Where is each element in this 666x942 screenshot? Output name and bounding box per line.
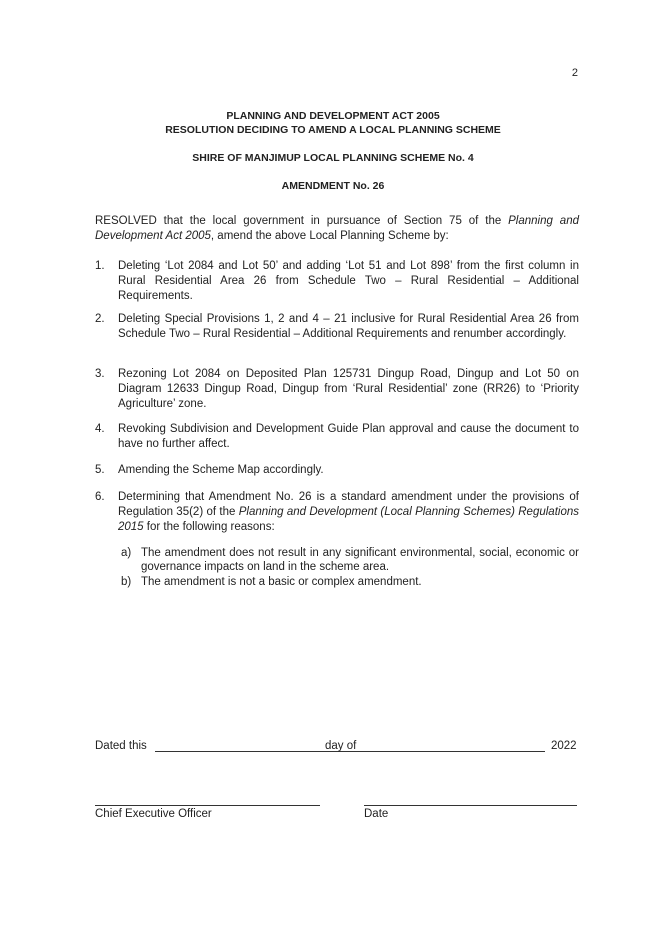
reason-item xyxy=(121,575,579,589)
item-text: Rezoning Lot 2084 on Deposited Plan 125731 Dingup Road, Dingup and Lot 50 on Diagram 12633 Dingup Road, Dingup from ‘Rural Residential’ zone (RR26) to ‘Priority Agriculture’ zone. xyxy=(118,368,579,410)
item-number: 5. xyxy=(95,464,105,476)
intro-act-title: Planning and Development Act 2005 xyxy=(95,215,579,242)
regulations-title: Planning and Development (Local Planning Schemes) Regulations 2015 xyxy=(118,506,579,533)
date-label: Date xyxy=(364,808,389,820)
reason-text: The amendment is not a basic or complex amendment. xyxy=(141,576,422,588)
item-number: 4. xyxy=(95,423,105,435)
item-number: 3. xyxy=(95,368,105,380)
item-number: 6. xyxy=(95,491,105,503)
reason-text: The amendment does not result in any significant environmental, social, economic or governance impacts on land in the scheme area. xyxy=(141,547,579,573)
list-item xyxy=(95,422,579,452)
item-text: Revoking Subdivision and Development Guide Plan approval and cause the document to have no further affect. xyxy=(118,423,579,450)
list-item xyxy=(95,463,579,478)
act-heading: PLANNING AND DEVELOPMENT ACT 2005 xyxy=(226,110,440,122)
list-item xyxy=(95,490,579,535)
page-number: 2 xyxy=(571,67,578,79)
list-item xyxy=(95,259,579,304)
item-text xyxy=(118,490,579,535)
year-label: 2022 xyxy=(551,740,577,752)
item-number: 1. xyxy=(95,260,105,272)
item-text-part: for the following reasons: xyxy=(143,521,275,533)
reason-label: b) xyxy=(121,576,132,588)
date-signature-line xyxy=(364,805,577,806)
ceo-label: Chief Executive Officer xyxy=(95,808,212,820)
list-item xyxy=(95,367,579,412)
item-text: Deleting ‘Lot 2084 and Lot 50’ and adding ‘Lot 51 and Lot 898’ from the first column in Rural Residential Area 26 from Schedule Two – Rural Residential – Additional Requirements. xyxy=(118,260,579,302)
resolution-heading: RESOLUTION DECIDING TO AMEND A LOCAL PLANNING SCHEME xyxy=(165,124,501,136)
ceo-signature-line xyxy=(95,805,320,806)
dated-this-label: Dated this xyxy=(95,740,147,752)
reason-label: a) xyxy=(121,547,132,559)
intro-text-2: , amend the above Local Planning Scheme by: xyxy=(210,230,449,242)
intro-text-1: RESOLVED that the local government in pursuance of Section 75 of the xyxy=(95,215,509,227)
list-item xyxy=(95,312,579,342)
item-text-part: Determining that Amendment No. 26 is a standard amendment under the provisions of Regulation 35(2) of the xyxy=(118,491,579,518)
amendment-heading: AMENDMENT No. 26 xyxy=(281,180,385,192)
month-blank xyxy=(363,751,545,752)
item-text: Amending the Scheme Map accordingly. xyxy=(118,464,324,476)
day-of-label: day of xyxy=(325,740,357,752)
item-number: 2. xyxy=(95,313,105,325)
reason-item xyxy=(121,546,579,574)
scheme-heading: SHIRE OF MANJIMUP LOCAL PLANNING SCHEME No. 4 xyxy=(192,152,474,164)
resolution-intro xyxy=(95,214,579,244)
item-text: Deleting Special Provisions 1, 2 and 4 – 21 inclusive for Rural Residential Area 26 from Schedule Two – Rural Residential – Additional Requirements and renumber accordingly. xyxy=(118,313,579,340)
